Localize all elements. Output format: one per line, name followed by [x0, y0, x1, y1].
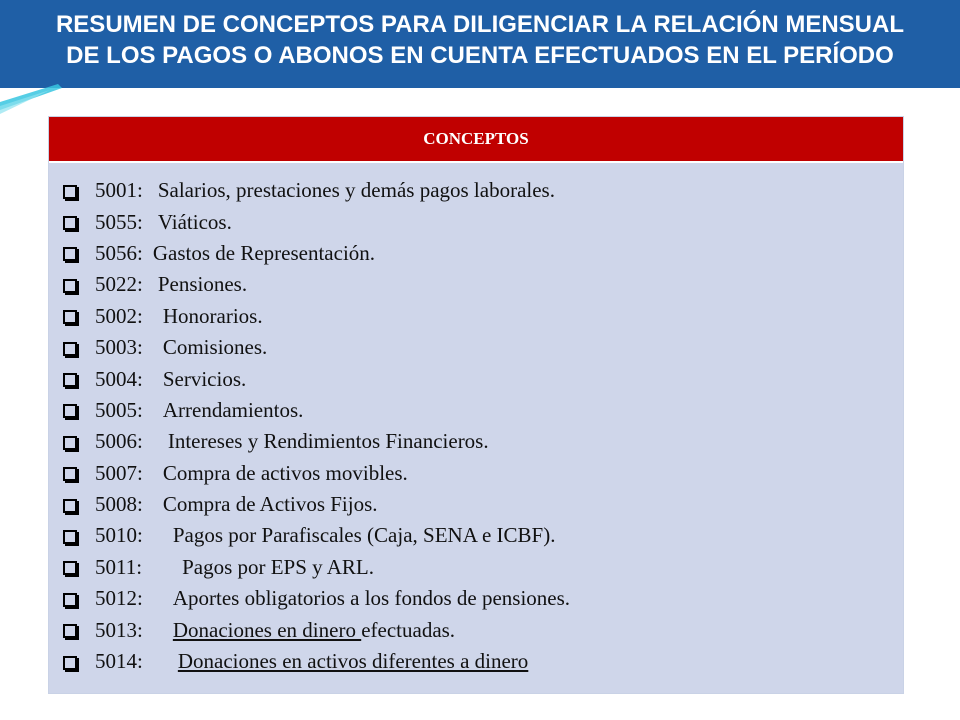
concept-code: 5001:: [95, 178, 143, 203]
concept-item: [63, 614, 903, 645]
concept-code: 5011:: [95, 554, 143, 579]
concept-item: [63, 520, 903, 551]
concept-code: 5010:: [95, 523, 143, 548]
concepts-list: [49, 163, 903, 677]
concept-description: Compra de Activos Fijos.: [162, 492, 378, 517]
concept-code: 5006:: [95, 429, 143, 454]
concept-item: [63, 238, 903, 269]
checkbox-bullet-icon: [63, 279, 77, 293]
concept-code: 5007:: [95, 460, 143, 485]
concept-description: Intereses y Rendimientos Financieros.: [167, 429, 489, 454]
checkbox-bullet-icon: [63, 216, 77, 230]
checkbox-bullet-icon: [63, 342, 77, 356]
concept-description: Compra de activos movibles.: [162, 460, 408, 485]
concept-item: [63, 489, 903, 520]
concept-code: 5022:: [95, 272, 143, 297]
concept-item: [63, 206, 903, 237]
checkbox-bullet-icon: [63, 499, 77, 513]
title-bar: [0, 0, 960, 88]
concepts-header: CONCEPTOS: [49, 117, 903, 163]
concept-description: Servicios.: [162, 366, 247, 391]
concept-code: 5056:: [95, 240, 143, 265]
checkbox-bullet-icon: [63, 467, 77, 481]
checkbox-bullet-icon: [63, 185, 77, 199]
concept-code: 5014:: [95, 649, 143, 674]
concept-item: [63, 552, 903, 583]
checkbox-bullet-icon: [63, 373, 77, 387]
concept-description: Salarios, prestaciones y demás pagos laborales.: [157, 178, 555, 203]
concept-code: 5002:: [95, 303, 143, 328]
checkbox-bullet-icon: [63, 656, 77, 670]
concept-item: [63, 301, 903, 332]
concept-code: 5055:: [95, 209, 143, 234]
concept-description: Honorarios.: [162, 303, 263, 328]
concept-code: 5004:: [95, 366, 143, 391]
concept-item: [63, 458, 903, 489]
concept-code: 5008:: [95, 492, 143, 517]
concept-description: efectuadas.: [361, 617, 456, 642]
concept-description: Viáticos.: [157, 209, 232, 234]
concepts-table: [48, 116, 904, 694]
checkbox-bullet-icon: [63, 624, 77, 638]
concept-item: [63, 646, 903, 677]
checkbox-bullet-icon: [63, 593, 77, 607]
concept-description: Comisiones.: [162, 335, 268, 360]
concept-description: Pagos por Parafiscales (Caja, SENA e ICBF).: [172, 523, 556, 548]
checkbox-bullet-icon: [63, 436, 77, 450]
title-line-2: DE LOS PAGOS O ABONOS EN CUENTA EFECTUADOS EN EL PERÍODO: [66, 42, 894, 69]
decorative-swoosh-icon: [0, 80, 70, 120]
checkbox-bullet-icon: [63, 561, 77, 575]
concept-description: Pagos por EPS y ARL.: [182, 554, 375, 579]
concept-code: 5005:: [95, 397, 143, 422]
concept-item: [63, 583, 903, 614]
concept-description: Arrendamientos.: [162, 397, 304, 422]
concept-item: [63, 332, 903, 363]
checkbox-bullet-icon: [63, 404, 77, 418]
concept-code: 5012:: [95, 586, 143, 611]
concept-description: Pensiones.: [157, 272, 248, 297]
concept-item: [63, 395, 903, 426]
concept-item: [63, 426, 903, 457]
title-line-1: RESUMEN DE CONCEPTOS PARA DILIGENCIAR LA RELACIÓN MENSUAL: [55, 11, 905, 38]
concept-item: [63, 269, 903, 300]
concept-code: 5013:: [95, 617, 143, 642]
concept-description: Aportes obligatorios a los fondos de pensiones.: [172, 586, 571, 611]
checkbox-bullet-icon: [63, 310, 77, 324]
concept-item: [63, 363, 903, 394]
concept-description-underlined: Donaciones en activos diferentes a dinero: [177, 649, 529, 674]
concept-description-underlined: Donaciones en dinero: [172, 617, 362, 642]
checkbox-bullet-icon: [63, 530, 77, 544]
concept-description: Gastos de Representación.: [152, 240, 376, 265]
concept-item: [63, 175, 903, 206]
concept-code: 5003:: [95, 335, 143, 360]
checkbox-bullet-icon: [63, 247, 77, 261]
